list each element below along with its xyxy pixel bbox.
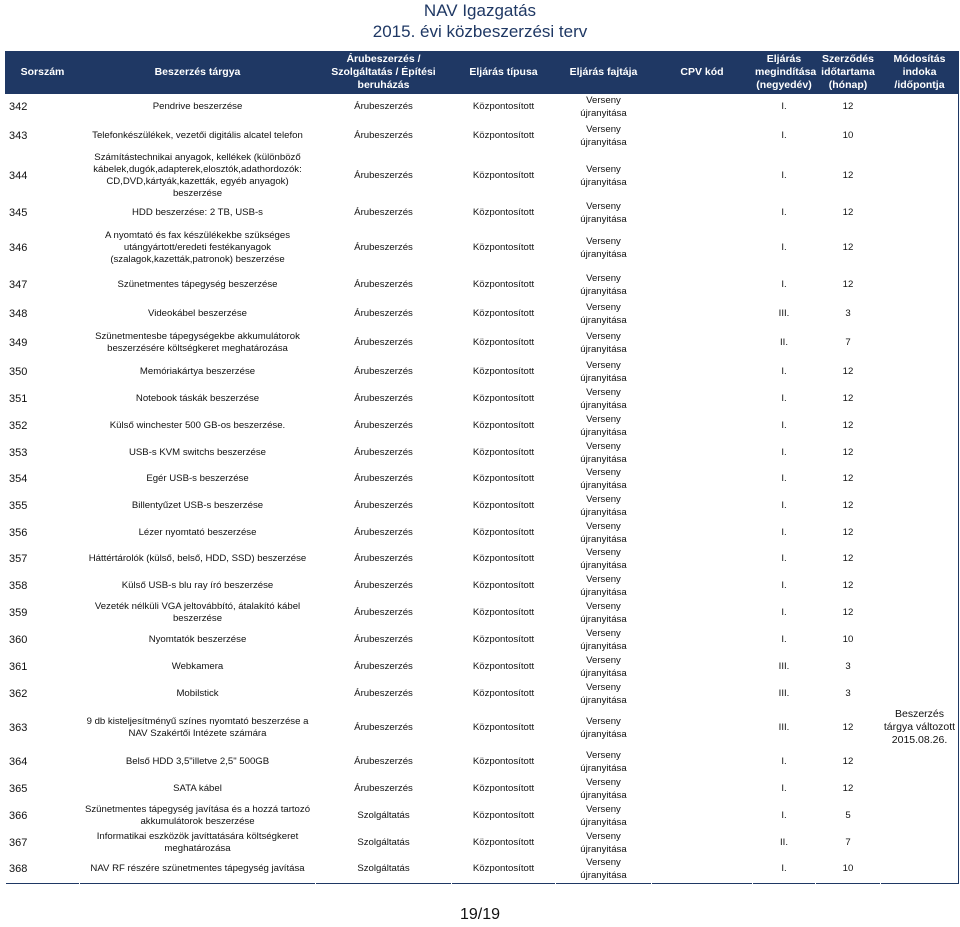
cell-szerzodes-idotartama: 12 bbox=[842, 721, 854, 733]
cell-beszerzes-fajta: Árubeszerzés bbox=[354, 633, 413, 645]
cell-beszerzes-fajta: Árubeszerzés bbox=[354, 579, 413, 591]
cell-beszerzes-targya: SATA kábel bbox=[173, 782, 222, 794]
cell-sorszam: 353 bbox=[9, 446, 28, 459]
cell-sorszam: 346 bbox=[9, 241, 28, 254]
cell-cpv-kod bbox=[652, 152, 753, 200]
cell-eljaras-tipusa: Központosított bbox=[472, 660, 535, 672]
cell-sorszam: 364 bbox=[9, 755, 28, 768]
cell-beszerzes-targya: Lézer nyomtató beszerzése bbox=[138, 526, 257, 538]
cell-szerzodes-idotartama: 12 bbox=[842, 279, 854, 290]
cell-cpv-kod bbox=[652, 327, 753, 359]
cell-eljaras-meginditasa: I. bbox=[781, 392, 787, 404]
cell-eljaras-meginditasa: I. bbox=[781, 419, 787, 431]
cell-eljaras-tipusa: Központosított bbox=[472, 687, 535, 699]
cell-eljaras-tipusa: Központosított bbox=[472, 446, 535, 458]
cell-eljaras-meginditasa: I. bbox=[781, 809, 787, 821]
table-row bbox=[6, 359, 959, 385]
page-number: 19/19 bbox=[459, 906, 501, 923]
cell-szerzodes-idotartama: 12 bbox=[842, 170, 854, 181]
cell-beszerzes-fajta: Árubeszerzés bbox=[354, 473, 413, 484]
cell-modositas-indoka bbox=[881, 680, 959, 707]
cell-eljaras-tipusa: Központosított bbox=[472, 836, 535, 848]
cell-eljaras-meginditasa: I. bbox=[781, 207, 787, 218]
cell-eljaras-fajtaja: Verseny újranyitása bbox=[580, 803, 627, 828]
cell-modositas-indoka bbox=[881, 626, 959, 653]
cell-beszerzes-fajta: Árubeszerzés bbox=[354, 660, 413, 672]
cell-eljaras-meginditasa: III. bbox=[778, 687, 790, 699]
cell-szerzodes-idotartama: 10 bbox=[842, 863, 854, 875]
table-row bbox=[6, 301, 959, 327]
header-col-sorszam: Sorszám bbox=[6, 52, 80, 94]
header-col-szerzodes-idotartama: Szerződés időtartama (hónap) bbox=[816, 52, 881, 94]
cell-beszerzes-targya: Nyomtatók beszerzése bbox=[148, 633, 247, 645]
cell-sorszam: 352 bbox=[9, 419, 28, 432]
cell-cpv-kod bbox=[652, 94, 753, 121]
cell-beszerzes-targya: Külső winchester 500 GB-os beszerzése. bbox=[109, 419, 286, 431]
cell-modositas-indoka bbox=[881, 412, 959, 439]
cell-eljaras-tipusa: Központosított bbox=[472, 392, 535, 404]
cell-beszerzes-fajta: Árubeszerzés bbox=[354, 687, 413, 699]
cell-eljaras-meginditasa: I. bbox=[781, 553, 787, 564]
header-col-eljaras-tipusa: Eljárás típusa bbox=[452, 52, 556, 94]
cell-beszerzes-fajta: Árubeszerzés bbox=[354, 782, 413, 794]
table-row bbox=[6, 653, 959, 680]
cell-eljaras-fajtaja: Verseny újranyitása bbox=[580, 440, 627, 465]
cell-beszerzes-targya: Webkamera bbox=[171, 660, 224, 672]
cell-sorszam: 350 bbox=[9, 366, 28, 378]
cell-eljaras-meginditasa: I. bbox=[781, 101, 787, 112]
cell-modositas-indoka bbox=[881, 492, 959, 519]
cell-beszerzes-targya: Külső USB-s blu ray író beszerzése bbox=[121, 579, 274, 591]
cell-beszerzes-fajta: Árubeszerzés bbox=[354, 366, 413, 377]
cell-beszerzes-fajta: Árubeszerzés bbox=[354, 308, 413, 319]
cell-cpv-kod bbox=[652, 572, 753, 599]
table-row bbox=[6, 327, 959, 359]
cell-eljaras-tipusa: Központosított bbox=[472, 419, 535, 431]
cell-beszerzes-targya: A nyomtató és fax készülékekbe szükséges utángyártott/eredeti festékanyagok (szalagok,kazetták,patronok) beszerzése bbox=[104, 229, 291, 265]
cell-sorszam: 357 bbox=[9, 553, 28, 565]
cell-eljaras-tipusa: Központosított bbox=[472, 633, 535, 645]
cell-cpv-kod bbox=[652, 707, 753, 748]
header-col-eljaras-fajtaja: Eljárás fajtája bbox=[556, 52, 652, 94]
cell-modositas-indoka bbox=[881, 466, 959, 492]
cell-eljaras-fajtaja: Verseny újranyitása bbox=[580, 776, 627, 801]
cell-eljaras-fajtaja: Verseny újranyitása bbox=[580, 715, 627, 740]
cell-beszerzes-targya: Telefonkészülékek, vezetői digitális alcatel telefon bbox=[92, 130, 303, 141]
cell-modositas-indoka bbox=[881, 775, 959, 802]
cell-eljaras-tipusa: Központosított bbox=[472, 241, 535, 253]
cell-szerzodes-idotartama: 12 bbox=[842, 579, 854, 591]
header-col-cpv-kod: CPV kód bbox=[652, 52, 753, 94]
cell-modositas-indoka bbox=[881, 599, 959, 626]
table-row bbox=[6, 680, 959, 707]
cell-sorszam: 342 bbox=[9, 101, 28, 113]
cell-eljaras-meginditasa: I. bbox=[781, 499, 787, 511]
cell-eljaras-tipusa: Központosított bbox=[472, 337, 535, 348]
cell-beszerzes-targya: Billentyűzet USB-s beszerzése bbox=[131, 499, 264, 511]
cell-cpv-kod bbox=[652, 802, 753, 829]
cell-cpv-kod bbox=[652, 301, 753, 327]
cell-sorszam: 345 bbox=[9, 207, 28, 219]
cell-eljaras-fajtaja: Verseny újranyitása bbox=[580, 654, 627, 679]
cell-modositas-indoka bbox=[881, 359, 959, 385]
cell-eljaras-fajtaja: Verseny újranyitása bbox=[580, 164, 627, 188]
cell-szerzodes-idotartama: 3 bbox=[845, 687, 851, 699]
cell-sorszam: 349 bbox=[9, 337, 28, 349]
cell-eljaras-fajtaja: Verseny újranyitása bbox=[580, 413, 627, 438]
table-row bbox=[6, 120, 959, 152]
cell-eljaras-fajtaja: Verseny újranyitása bbox=[580, 681, 627, 706]
table-row bbox=[6, 829, 959, 856]
cell-eljaras-tipusa: Központosított bbox=[472, 499, 535, 511]
cell-beszerzes-fajta: Árubeszerzés bbox=[354, 419, 413, 431]
cell-beszerzes-fajta: Árubeszerzés bbox=[354, 241, 413, 253]
cell-sorszam: 362 bbox=[9, 687, 28, 700]
cell-modositas-indoka bbox=[881, 439, 959, 466]
table-row bbox=[6, 152, 959, 200]
table-row bbox=[6, 200, 959, 226]
cell-eljaras-meginditasa: I. bbox=[781, 130, 787, 141]
cell-beszerzes-targya: Háttértárolók (külső, belső, HDD, SSD) beszerzése bbox=[88, 553, 307, 564]
cell-szerzodes-idotartama: 7 bbox=[845, 836, 851, 848]
cell-szerzodes-idotartama: 12 bbox=[842, 241, 854, 253]
cell-beszerzes-targya: Egér USB-s beszerzése bbox=[146, 473, 249, 484]
cell-cpv-kod bbox=[652, 748, 753, 775]
cell-beszerzes-targya: Számítástechnikai anyagok, kellékek (különböző kábelek,dugók,adapterek,elosztók,adathordozók: CD,DVD,kártyák,kazetták, egyéb anyagok) beszerzése bbox=[93, 152, 302, 199]
cell-beszerzes-fajta: Árubeszerzés bbox=[354, 606, 413, 618]
cell-sorszam: 361 bbox=[9, 660, 28, 673]
cell-szerzodes-idotartama: 3 bbox=[845, 308, 851, 319]
cell-szerzodes-idotartama: 12 bbox=[842, 499, 854, 511]
cell-sorszam: 348 bbox=[9, 308, 28, 320]
cell-eljaras-tipusa: Központosított bbox=[472, 473, 535, 484]
cell-modositas-indoka bbox=[881, 653, 959, 680]
table-row bbox=[6, 226, 959, 269]
cell-eljaras-fajtaja: Verseny újranyitása bbox=[580, 467, 627, 491]
header-col-beszerzes-fajta: Árubeszerzés / Szolgáltatás / Építési beruházás bbox=[316, 52, 452, 94]
cell-eljaras-meginditasa: I. bbox=[781, 526, 787, 538]
cell-beszerzes-targya: Vezeték nélküli VGA jeltovábbító, átalakító kábel beszerzése bbox=[94, 600, 301, 624]
cell-sorszam: 368 bbox=[9, 863, 28, 876]
cell-cpv-kod bbox=[652, 492, 753, 519]
cell-beszerzes-fajta: Árubeszerzés bbox=[354, 101, 413, 112]
cell-eljaras-fajtaja: Verseny újranyitása bbox=[580, 573, 627, 598]
cell-szerzodes-idotartama: 10 bbox=[842, 633, 854, 645]
cell-beszerzes-targya: HDD beszerzése: 2 TB, USB-s bbox=[132, 207, 263, 218]
cell-modositas-indoka: Beszerzés tárgya változott 2015.08.26. bbox=[883, 708, 956, 746]
cell-eljaras-fajtaja: Verseny újranyitása bbox=[580, 520, 627, 545]
cell-beszerzes-fajta: Árubeszerzés bbox=[354, 170, 413, 181]
cell-eljaras-fajtaja: Verseny újranyitása bbox=[580, 749, 627, 774]
cell-sorszam: 356 bbox=[9, 526, 28, 539]
cell-beszerzes-fajta: Árubeszerzés bbox=[354, 721, 413, 733]
table-row bbox=[6, 599, 959, 626]
cell-beszerzes-targya: Belső HDD 3,5"illetve 2,5" 500GB bbox=[125, 755, 270, 767]
cell-eljaras-fajtaja: Verseny újranyitása bbox=[580, 360, 627, 384]
cell-modositas-indoka bbox=[881, 829, 959, 856]
cell-eljaras-meginditasa: I. bbox=[781, 366, 787, 377]
table-row bbox=[6, 519, 959, 546]
cell-cpv-kod bbox=[652, 546, 753, 572]
cell-cpv-kod bbox=[652, 385, 753, 412]
cell-eljaras-meginditasa: I. bbox=[781, 755, 787, 767]
header-col-eljaras-meginditasa: Eljárás megindítása (negyedév) bbox=[753, 52, 816, 94]
cell-eljaras-meginditasa: III. bbox=[778, 721, 790, 733]
cell-szerzodes-idotartama: 12 bbox=[842, 782, 854, 794]
cell-beszerzes-targya: Videokábel beszerzése bbox=[147, 308, 248, 319]
table-row bbox=[6, 269, 959, 301]
cell-eljaras-meginditasa: I. bbox=[781, 633, 787, 645]
cell-eljaras-meginditasa: I. bbox=[781, 279, 787, 290]
cell-eljaras-tipusa: Központosított bbox=[472, 579, 535, 591]
cell-modositas-indoka bbox=[881, 269, 959, 301]
cell-sorszam: 355 bbox=[9, 499, 28, 512]
cell-eljaras-fajtaja: Verseny újranyitása bbox=[580, 830, 627, 855]
cell-eljaras-fajtaja: Verseny újranyitása bbox=[580, 201, 627, 225]
cell-eljaras-fajtaja: Verseny újranyitása bbox=[580, 273, 627, 297]
cell-cpv-kod bbox=[652, 269, 753, 301]
cell-beszerzes-fajta: Szolgáltatás bbox=[357, 863, 410, 875]
cell-eljaras-tipusa: Központosított bbox=[472, 721, 535, 733]
cell-eljaras-meginditasa: I. bbox=[781, 170, 787, 181]
cell-szerzodes-idotartama: 12 bbox=[842, 606, 854, 618]
cell-eljaras-fajtaja: Verseny újranyitása bbox=[580, 331, 627, 355]
cell-beszerzes-fajta: Árubeszerzés bbox=[354, 755, 413, 767]
cell-sorszam: 360 bbox=[9, 633, 28, 646]
cell-eljaras-tipusa: Központosított bbox=[472, 207, 535, 218]
cell-sorszam: 354 bbox=[9, 473, 28, 485]
cell-sorszam: 365 bbox=[9, 782, 28, 795]
cell-eljaras-tipusa: Központosított bbox=[472, 526, 535, 538]
cell-cpv-kod bbox=[652, 680, 753, 707]
cell-beszerzes-targya: Notebook táskák beszerzése bbox=[135, 392, 260, 404]
cell-sorszam: 363 bbox=[9, 721, 28, 734]
cell-modositas-indoka bbox=[881, 802, 959, 829]
cell-beszerzes-targya: USB-s KVM switchs beszerzése bbox=[128, 446, 266, 458]
cell-eljaras-meginditasa: I. bbox=[781, 473, 787, 484]
cell-cpv-kod bbox=[652, 439, 753, 466]
cell-modositas-indoka bbox=[881, 572, 959, 599]
cell-eljaras-meginditasa: I. bbox=[781, 446, 787, 458]
cell-eljaras-fajtaja: Verseny újranyitása bbox=[580, 547, 627, 571]
cell-szerzodes-idotartama: 12 bbox=[842, 553, 854, 564]
table-row bbox=[6, 707, 959, 748]
table-row bbox=[6, 94, 959, 121]
cell-cpv-kod bbox=[652, 466, 753, 492]
cell-szerzodes-idotartama: 7 bbox=[845, 337, 851, 348]
cell-modositas-indoka bbox=[881, 301, 959, 327]
cell-eljaras-meginditasa: III. bbox=[778, 660, 790, 672]
cell-eljaras-fajtaja: Verseny újranyitása bbox=[580, 627, 627, 652]
cell-beszerzes-targya: Pendrive beszerzése bbox=[152, 101, 243, 112]
cell-eljaras-tipusa: Központosított bbox=[472, 606, 535, 618]
cell-szerzodes-idotartama: 12 bbox=[842, 366, 854, 377]
cell-beszerzes-fajta: Árubeszerzés bbox=[354, 337, 413, 348]
cell-eljaras-meginditasa: II. bbox=[780, 337, 788, 348]
cell-eljaras-tipusa: Központosított bbox=[472, 863, 535, 875]
cell-beszerzes-targya: Informatikai eszközök javíttatására költségkeret meghatározása bbox=[96, 830, 299, 854]
cell-beszerzes-targya: Mobilstick bbox=[176, 687, 219, 699]
cell-beszerzes-fajta: Árubeszerzés bbox=[354, 446, 413, 458]
table-row bbox=[6, 626, 959, 653]
table-row bbox=[6, 412, 959, 439]
cell-szerzodes-idotartama: 3 bbox=[845, 660, 851, 672]
cell-beszerzes-fajta: Árubeszerzés bbox=[354, 207, 413, 218]
cell-eljaras-fajtaja: Verseny újranyitása bbox=[580, 235, 627, 260]
table-row bbox=[6, 385, 959, 412]
cell-modositas-indoka bbox=[881, 519, 959, 546]
cell-cpv-kod bbox=[652, 829, 753, 856]
cell-eljaras-tipusa: Központosított bbox=[472, 101, 535, 112]
cell-cpv-kod bbox=[652, 359, 753, 385]
cell-eljaras-tipusa: Központosított bbox=[472, 755, 535, 767]
cell-eljaras-meginditasa: I. bbox=[781, 606, 787, 618]
table-row bbox=[6, 775, 959, 802]
cell-sorszam: 343 bbox=[9, 130, 28, 142]
cell-modositas-indoka bbox=[881, 94, 959, 121]
header-col-modositas-indoka: Módosítás indoka /időpontja bbox=[881, 52, 959, 94]
cell-beszerzes-fajta: Árubeszerzés bbox=[354, 499, 413, 511]
cell-beszerzes-targya: 9 db kisteljesítményű színes nyomtató beszerzése a NAV Szakértői Intézete számára bbox=[86, 715, 309, 739]
cell-sorszam: 366 bbox=[9, 809, 28, 822]
cell-cpv-kod bbox=[652, 775, 753, 802]
cell-beszerzes-targya: Szünetmentes tápegység javítása és a hozzá tartozó akkumulátorok beszerzése bbox=[84, 803, 311, 827]
cell-szerzodes-idotartama: 12 bbox=[842, 392, 854, 404]
cell-beszerzes-fajta: Szolgáltatás bbox=[357, 836, 410, 848]
cell-beszerzes-fajta: Árubeszerzés bbox=[354, 553, 413, 564]
table-row bbox=[6, 748, 959, 775]
cell-modositas-indoka bbox=[881, 748, 959, 775]
cell-beszerzes-fajta: Árubeszerzés bbox=[354, 526, 413, 538]
cell-eljaras-tipusa: Központosított bbox=[472, 308, 535, 319]
cell-cpv-kod bbox=[652, 653, 753, 680]
header-col-beszerzes-targya: Beszerzés tárgya bbox=[80, 52, 316, 94]
cell-sorszam: 351 bbox=[9, 392, 28, 405]
cell-eljaras-meginditasa: II. bbox=[780, 836, 788, 848]
table-row bbox=[6, 492, 959, 519]
cell-eljaras-fajtaja: Verseny újranyitása bbox=[580, 302, 627, 326]
cell-modositas-indoka bbox=[881, 385, 959, 412]
cell-cpv-kod bbox=[652, 412, 753, 439]
table-row bbox=[6, 856, 959, 883]
cell-beszerzes-fajta: Árubeszerzés bbox=[354, 130, 413, 141]
cell-sorszam: 359 bbox=[9, 606, 28, 619]
procurement-plan-table bbox=[5, 51, 959, 884]
cell-beszerzes-targya: Szünetmentes tápegység beszerzése bbox=[117, 279, 278, 290]
cell-eljaras-meginditasa: I. bbox=[781, 241, 787, 253]
cell-eljaras-fajtaja: Verseny újranyitása bbox=[580, 600, 627, 625]
cell-eljaras-meginditasa: I. bbox=[781, 782, 787, 794]
cell-cpv-kod bbox=[652, 200, 753, 226]
cell-eljaras-tipusa: Központosított bbox=[472, 130, 535, 141]
cell-modositas-indoka bbox=[881, 120, 959, 152]
cell-szerzodes-idotartama: 12 bbox=[842, 473, 854, 484]
table-row bbox=[6, 802, 959, 829]
cell-beszerzes-targya: Szünetmentesbe tápegységekbe akkumulátorok beszerzésére költségkeret meghatározása bbox=[95, 331, 300, 354]
cell-cpv-kod bbox=[652, 519, 753, 546]
cell-szerzodes-idotartama: 5 bbox=[845, 809, 851, 821]
cell-eljaras-tipusa: Központosított bbox=[472, 366, 535, 377]
cell-eljaras-tipusa: Központosított bbox=[472, 809, 535, 821]
cell-modositas-indoka bbox=[881, 327, 959, 359]
cell-eljaras-tipusa: Központosított bbox=[472, 553, 535, 564]
document-subtitle: 2015. évi közbeszerzési terv bbox=[372, 22, 588, 41]
cell-beszerzes-targya: NAV RF részére szünetmentes tápegység javítása bbox=[90, 863, 305, 875]
cell-szerzodes-idotartama: 12 bbox=[842, 207, 854, 218]
cell-beszerzes-targya: Memóriakártya beszerzése bbox=[139, 366, 256, 377]
cell-eljaras-tipusa: Központosított bbox=[472, 782, 535, 794]
cell-cpv-kod bbox=[652, 856, 753, 883]
cell-eljaras-fajtaja: Verseny újranyitása bbox=[580, 95, 627, 119]
cell-szerzodes-idotartama: 12 bbox=[842, 419, 854, 431]
cell-szerzodes-idotartama: 12 bbox=[842, 755, 854, 767]
table-header-row bbox=[6, 52, 959, 94]
cell-szerzodes-idotartama: 12 bbox=[842, 101, 854, 112]
cell-eljaras-meginditasa: I. bbox=[781, 579, 787, 591]
cell-eljaras-fajtaja: Verseny újranyitása bbox=[580, 386, 627, 411]
cell-sorszam: 358 bbox=[9, 579, 28, 592]
cell-szerzodes-idotartama: 12 bbox=[842, 526, 854, 538]
cell-eljaras-fajtaja: Verseny újranyitása bbox=[580, 857, 627, 882]
table-body bbox=[6, 94, 959, 884]
cell-eljaras-tipusa: Központosított bbox=[472, 279, 535, 290]
cell-modositas-indoka bbox=[881, 546, 959, 572]
cell-beszerzes-fajta: Árubeszerzés bbox=[354, 279, 413, 290]
cell-cpv-kod bbox=[652, 120, 753, 152]
cell-cpv-kod bbox=[652, 599, 753, 626]
cell-modositas-indoka bbox=[881, 200, 959, 226]
cell-eljaras-meginditasa: III. bbox=[778, 308, 790, 319]
cell-szerzodes-idotartama: 10 bbox=[842, 130, 854, 141]
cell-beszerzes-fajta: Árubeszerzés bbox=[354, 392, 413, 404]
document-title: NAV Igazgatás bbox=[423, 1, 537, 20]
cell-szerzodes-idotartama: 12 bbox=[842, 446, 854, 458]
cell-sorszam: 344 bbox=[9, 170, 28, 182]
table-row bbox=[6, 439, 959, 466]
cell-sorszam: 347 bbox=[9, 279, 28, 291]
cell-eljaras-tipusa: Központosított bbox=[472, 170, 535, 181]
table-row bbox=[6, 572, 959, 599]
cell-eljaras-meginditasa: I. bbox=[781, 863, 787, 875]
cell-cpv-kod bbox=[652, 626, 753, 653]
cell-eljaras-fajtaja: Verseny újranyitása bbox=[580, 493, 627, 518]
cell-beszerzes-fajta: Szolgáltatás bbox=[357, 809, 410, 821]
cell-modositas-indoka bbox=[881, 226, 959, 269]
table-row bbox=[6, 466, 959, 492]
cell-modositas-indoka bbox=[881, 856, 959, 883]
table-row bbox=[6, 546, 959, 572]
cell-modositas-indoka bbox=[881, 152, 959, 200]
cell-eljaras-fajtaja: Verseny újranyitása bbox=[580, 124, 627, 148]
cell-sorszam: 367 bbox=[9, 836, 28, 849]
cell-cpv-kod bbox=[652, 226, 753, 269]
